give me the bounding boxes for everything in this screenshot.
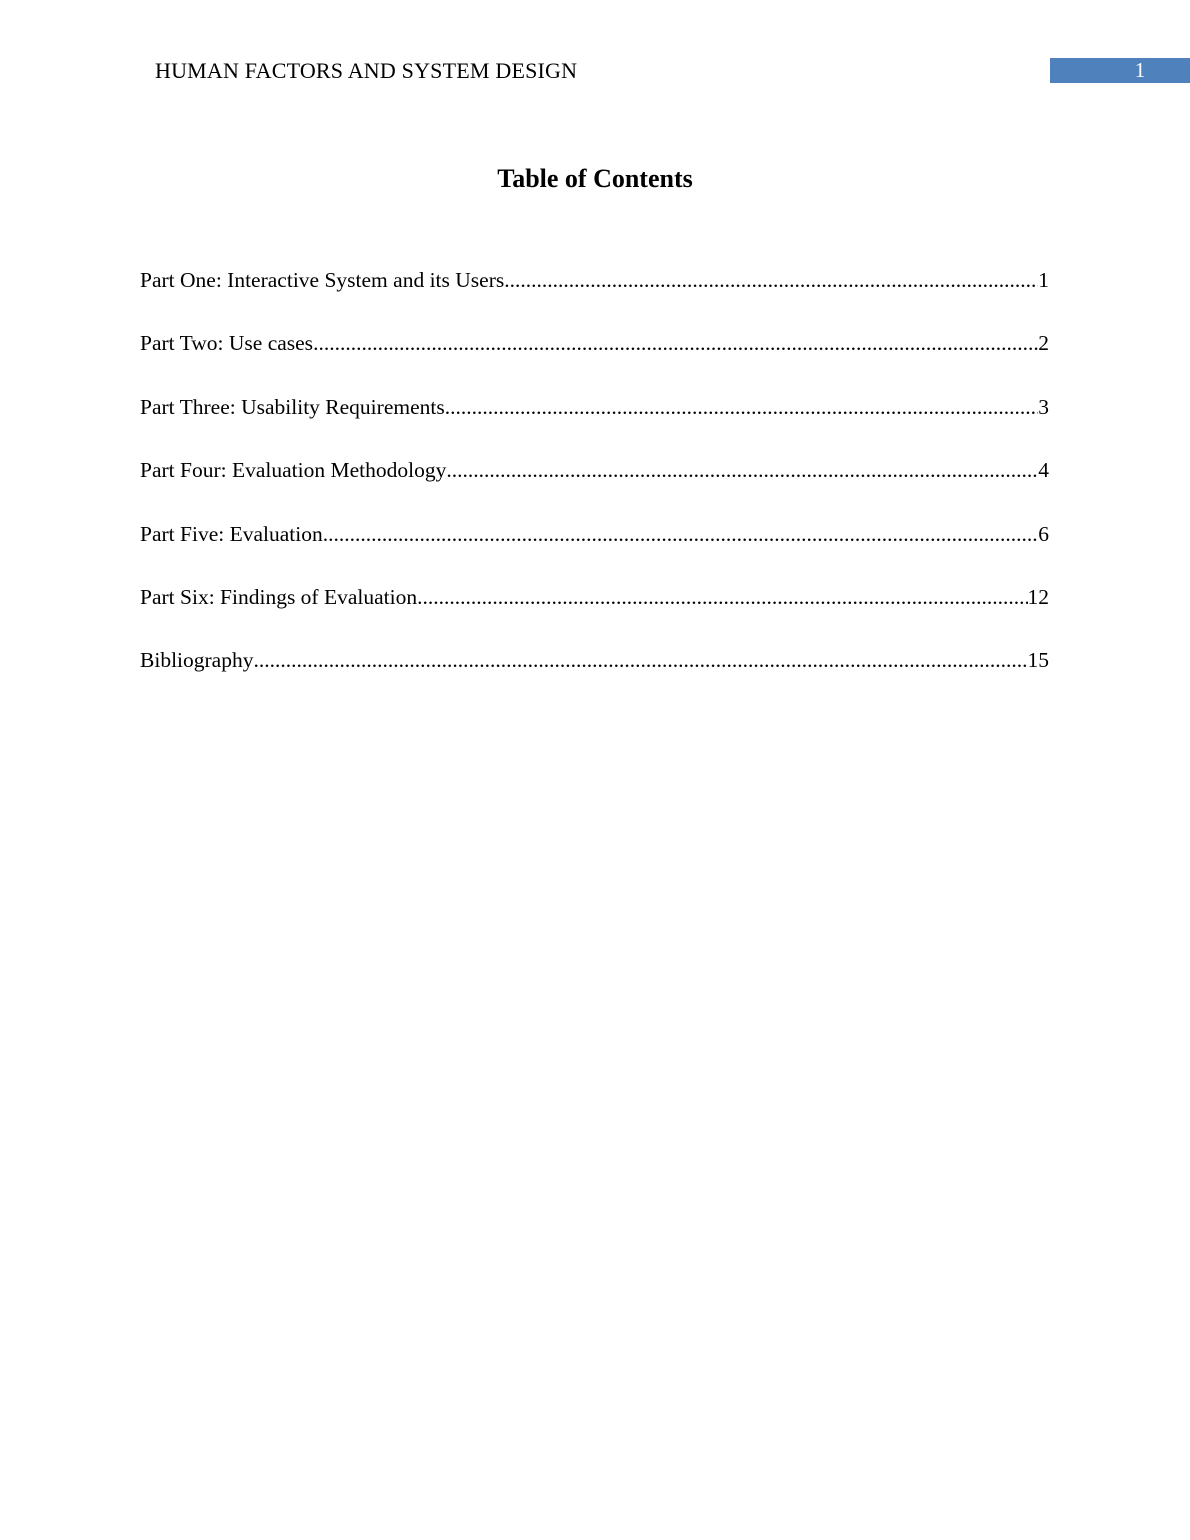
toc-dot-leader — [504, 266, 1038, 294]
running-header-title: HUMAN FACTORS AND SYSTEM DESIGN — [155, 58, 578, 83]
page-number-badge — [1050, 58, 1190, 83]
toc-entry-page[interactable]: 15 — [1027, 648, 1049, 673]
toc-entry-page[interactable]: 12 — [1027, 584, 1049, 609]
toc-dot-leader — [446, 456, 1038, 484]
toc-dot-leader — [253, 646, 1027, 674]
toc-entry-part-three[interactable] — [140, 393, 1049, 456]
toc-entry-part-four[interactable] — [140, 456, 1049, 519]
toc-entry-part-two[interactable] — [140, 329, 1049, 392]
toc-heading: Table of Contents — [497, 164, 693, 193]
toc-entry-label[interactable]: Bibliography — [140, 648, 254, 673]
toc-entry-label[interactable]: Part Four: Evaluation Methodology — [140, 458, 447, 483]
toc-entry-page[interactable]: 4 — [1038, 458, 1049, 483]
toc-entry-part-six[interactable] — [140, 583, 1049, 646]
toc-dot-leader — [323, 520, 1039, 548]
toc-entry-label[interactable]: Part Five: Evaluation — [140, 521, 323, 546]
toc-entry-label[interactable]: Part One: Interactive System and its Users — [140, 268, 505, 292]
toc-entry-page[interactable]: 3 — [1038, 394, 1049, 419]
table-of-contents — [140, 266, 1049, 710]
toc-entry-page[interactable]: 6 — [1038, 521, 1049, 546]
toc-dot-leader — [417, 583, 1027, 611]
toc-dot-leader — [313, 329, 1038, 357]
toc-entry-label[interactable]: Part Three: Usability Requirements — [140, 394, 445, 419]
toc-entry-label[interactable]: Part Six: Findings of Evaluation — [140, 584, 418, 609]
toc-entry-label[interactable]: Part Two: Use cases — [140, 331, 314, 356]
toc-entry-part-five[interactable] — [140, 520, 1049, 583]
toc-dot-leader — [445, 393, 1039, 421]
toc-entry-bibliography[interactable] — [140, 646, 1049, 709]
toc-entry-page[interactable]: 2 — [1038, 331, 1049, 356]
toc-entry-part-one[interactable] — [140, 266, 1049, 329]
page-header — [0, 0, 1190, 100]
toc-entry-page[interactable]: 1 — [1038, 268, 1049, 292]
page-number: 1 — [1134, 58, 1146, 82]
